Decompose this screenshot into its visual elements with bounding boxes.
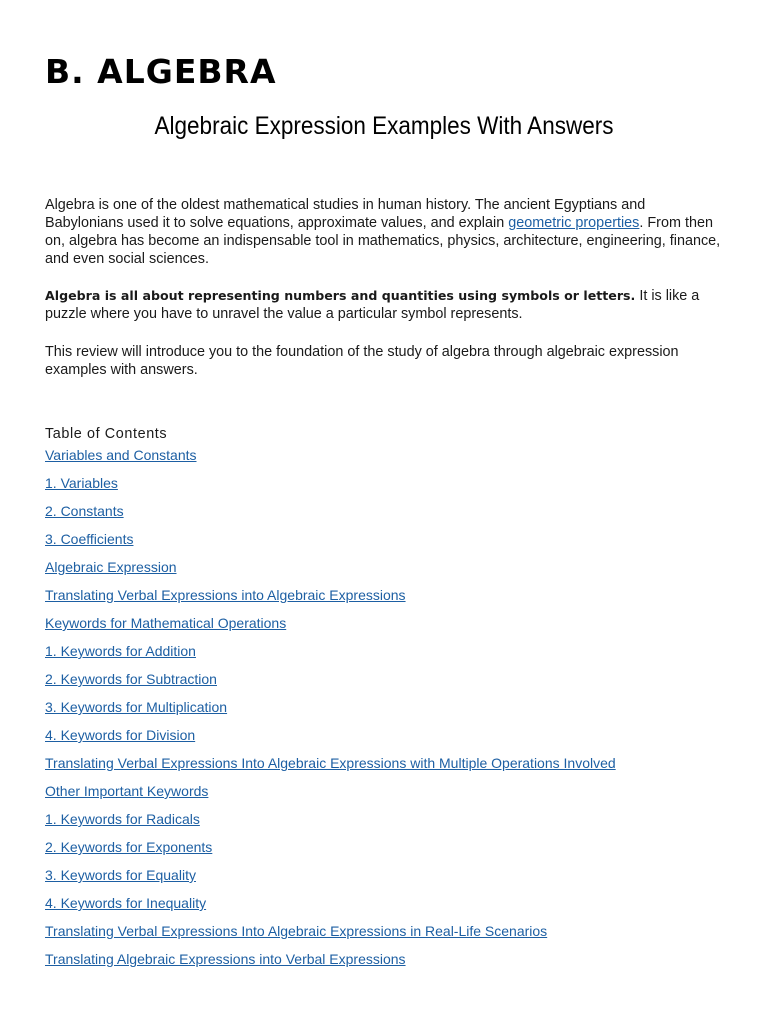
toc-item bbox=[45, 474, 616, 502]
toc-heading: Table of Contents bbox=[45, 426, 168, 442]
toc-item bbox=[45, 698, 616, 726]
toc-item bbox=[45, 530, 616, 558]
toc-item bbox=[45, 642, 616, 670]
intro-text-1b: . From then on, algebra has become an indispensable tool in mathematics, physics, architecture, engineering, finance, and even social sciences. bbox=[45, 215, 721, 267]
toc-item bbox=[45, 670, 616, 698]
toc-item bbox=[45, 894, 616, 922]
section-heading: B. ALGEBRA bbox=[45, 52, 277, 91]
toc-link[interactable]: Keywords for Mathematical Operations bbox=[45, 615, 287, 631]
toc-item bbox=[45, 558, 616, 586]
toc-item bbox=[45, 754, 616, 782]
toc-link[interactable]: Algebraic Expression bbox=[45, 559, 177, 575]
toc-link[interactable]: 2. Keywords for Subtraction bbox=[45, 671, 217, 687]
toc-item bbox=[45, 614, 616, 642]
toc-link[interactable]: Other Important Keywords bbox=[45, 783, 209, 799]
intro-paragraph-3: This review will introduce you to the foundation of the study of algebra through algebraic expression examples with answers. bbox=[45, 344, 679, 378]
toc-link[interactable]: 1. Variables bbox=[45, 475, 118, 491]
toc-link[interactable]: 3. Coefficients bbox=[45, 531, 134, 547]
toc-link[interactable]: 4. Keywords for Inequality bbox=[45, 895, 207, 911]
intro-bold-statement: Algebra is all about representing numbers and quantities using symbols or letters. bbox=[45, 288, 636, 303]
toc-item bbox=[45, 502, 616, 530]
toc-link[interactable]: 1. Keywords for Radicals bbox=[45, 811, 200, 827]
toc-link[interactable]: 1. Keywords for Addition bbox=[45, 643, 196, 659]
intro-paragraph-2 bbox=[45, 287, 725, 323]
toc-link[interactable]: 3. Keywords for Equality bbox=[45, 867, 196, 883]
toc-item bbox=[45, 866, 616, 894]
toc-link[interactable]: Translating Verbal Expressions Into Algebraic Expressions with Multiple Operations Involved bbox=[45, 755, 616, 771]
toc-item bbox=[45, 950, 616, 978]
intro-text-2: It is like a puzzle where you have to unravel the value a particular symbol represents. bbox=[45, 288, 700, 322]
toc-item bbox=[45, 446, 616, 474]
toc-link[interactable]: Translating Verbal Expressions into Algebraic Expressions bbox=[45, 587, 406, 603]
toc-item bbox=[45, 922, 616, 950]
toc-link[interactable]: 2. Constants bbox=[45, 503, 124, 519]
toc-item bbox=[45, 782, 616, 810]
toc-link[interactable]: 3. Keywords for Multiplication bbox=[45, 699, 228, 715]
toc-item bbox=[45, 810, 616, 838]
intro-paragraph-1 bbox=[45, 196, 725, 268]
toc-link[interactable]: 2. Keywords for Exponents bbox=[45, 839, 213, 855]
toc-link[interactable]: Translating Algebraic Expressions into Verbal Expressions bbox=[45, 951, 406, 967]
geometric-properties-link[interactable]: geometric properties bbox=[508, 215, 640, 231]
toc-link[interactable]: 4. Keywords for Division bbox=[45, 727, 196, 743]
document-title: Algebraic Expression Examples With Answers bbox=[154, 112, 614, 140]
intro-text-1a: Algebra is one of the oldest mathematical studies in human history. The ancient Egyptians and Babylonians used it to solve equations, approximate values, and explain bbox=[45, 197, 646, 231]
toc-link[interactable]: Variables and Constants bbox=[45, 447, 197, 463]
toc-item bbox=[45, 726, 616, 754]
toc-item bbox=[45, 586, 616, 614]
toc-link[interactable]: Translating Verbal Expressions Into Algebraic Expressions in Real-Life Scenarios bbox=[45, 923, 548, 939]
table-of-contents bbox=[45, 446, 616, 978]
toc-item bbox=[45, 838, 616, 866]
